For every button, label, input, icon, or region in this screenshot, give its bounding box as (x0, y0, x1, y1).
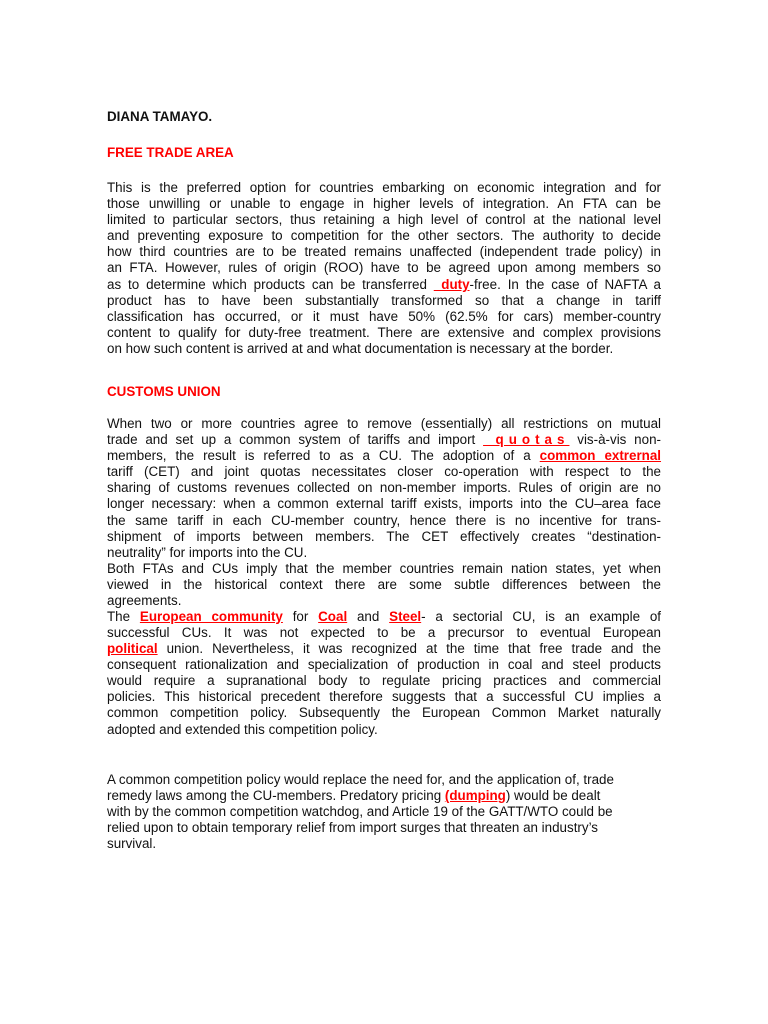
line-text: -free. In the case of NAFTA a (469, 276, 661, 292)
line-text: ) would be dealt (505, 788, 601, 804)
paragraph-line (107, 609, 661, 625)
paragraph-line (107, 788, 661, 804)
paragraph-line: an FTA. However, rules of origin (ROO) have to be agreed upon among members so (107, 260, 661, 276)
paragraph-customs-union (107, 416, 661, 609)
paragraph-line: agreements. (107, 593, 182, 609)
paragraph-line: sharing of customs revenues collected on non-member imports. Rules of origin are no (107, 480, 661, 496)
paragraph-line: content to qualify for duty-free treatment. There are extensive and complex provisions (107, 324, 661, 340)
highlight-steel[interactable]: Steel (389, 609, 422, 624)
paragraph-line: successful CUs. It was not expected to be a precursor to eventual European (107, 625, 661, 640)
line-text: union. Nevertheless, it was recognized at the time that free trade and the (157, 641, 661, 657)
paragraph-free-trade-area (107, 180, 661, 357)
line-text: members, the result is referred to as a CU. The adoption of a (107, 448, 540, 464)
highlight-european-community[interactable]: European community (139, 609, 283, 624)
paragraph-line: tariff (CET) and joint quotas necessitates closer co-operation with respect to the (107, 464, 661, 480)
paragraph-european-community (107, 609, 661, 625)
paragraph-line: classification has occurred, or it must have 50% (62.5% for cars) member-country (107, 308, 661, 324)
highlight-term[interactable]: _duty (433, 276, 470, 292)
highlight-term[interactable]: common extrernal (539, 448, 662, 464)
line-text: trade and set up a common system of tariffs and import (107, 432, 484, 448)
heading-free-trade-area: FREE TRADE AREA (107, 145, 234, 160)
paragraph-line: adopted and extended this competition policy. (107, 721, 378, 737)
paragraph-line: Both FTAs and CUs imply that the member countries remain nation states, yet when (107, 560, 661, 576)
paragraph-line: the same tariff in each CU-member country, hence there is no incentive for trans- (107, 512, 661, 528)
paragraph-line: on how such content is arrived at and what documentation is necessary at the border. (107, 340, 614, 356)
paragraph-line: survival. (107, 836, 157, 852)
paragraph-line: product has to have been substantially transformed so that a change in tariff (107, 292, 661, 308)
paragraph-line: longer necessary: when a common external tariff exists, imports into the CU–area face (107, 496, 661, 512)
author-name: DIANA TAMAYO. (107, 109, 213, 124)
paragraph-line: policies. This historical precedent therefore suggests that a successful CU implies a (107, 689, 661, 705)
paragraph-line: how third countries are to be treated remains unaffected (independent trade policy) in (107, 244, 661, 260)
line-text: vis-à-vis non- (569, 432, 661, 448)
paragraph-line: shipment of imports between members. The CET effectively creates “destination- (107, 528, 661, 544)
paragraph-competition-policy (107, 772, 661, 852)
paragraph-line (107, 277, 661, 293)
line-text: The (107, 609, 140, 624)
paragraph-line: limited to particular sectors, thus retaining a high level of control at the national level (107, 212, 661, 228)
paragraph-line: A common competition policy would replace the need for, and the application of, trade (107, 772, 614, 787)
paragraph-line: and preventing exposure to competition for the other sectors. The authority to decide (107, 228, 661, 244)
highlight-term[interactable]: _quotas (483, 432, 570, 448)
highlight-term[interactable]: political (107, 641, 158, 657)
heading-customs-union: CUSTOMS UNION (107, 384, 221, 399)
highlight-coal[interactable]: Coal (318, 609, 348, 624)
paragraph-line (107, 448, 661, 464)
line-text: for (282, 609, 319, 624)
highlight-term[interactable]: (dumping (444, 788, 506, 804)
paragraph-line: viewed in the historical context there are some subtle differences between the (107, 576, 661, 592)
paragraph-line (107, 641, 661, 657)
line-text: remedy laws among the CU-members. Predatory pricing (107, 788, 445, 804)
paragraph-line: relied upon to obtain temporary relief from import surges that threaten an industry’s (107, 820, 598, 836)
paragraph-line: neutrality” for imports into the CU. (107, 544, 308, 560)
paragraph-line: This is the preferred option for countries embarking on economic integration and for (107, 180, 661, 195)
line-text: - a sectorial CU, is an example of (421, 609, 661, 624)
paragraph-line: those unwilling or unable to engage in higher levels of integration. An FTA can be (107, 196, 661, 212)
line-text: as to determine which products can be transferred (107, 276, 434, 292)
paragraph-line: would require a supranational body to regulate pricing practices and commercial (107, 673, 661, 689)
paragraph-line: common competition policy. Subsequently the European Common Market naturally (107, 705, 661, 721)
paragraph-line: When two or more countries agree to remove (essentially) all restrictions on mutual (107, 416, 661, 431)
paragraph-customs-union-continued (107, 625, 661, 738)
paragraph-line: consequent rationalization and specialization of production in coal and steel products (107, 657, 661, 673)
line-text: and (347, 609, 390, 624)
paragraph-line: with by the common competition watchdog, and Article 19 of the GATT/WTO could be (107, 804, 613, 820)
paragraph-line (107, 432, 661, 448)
